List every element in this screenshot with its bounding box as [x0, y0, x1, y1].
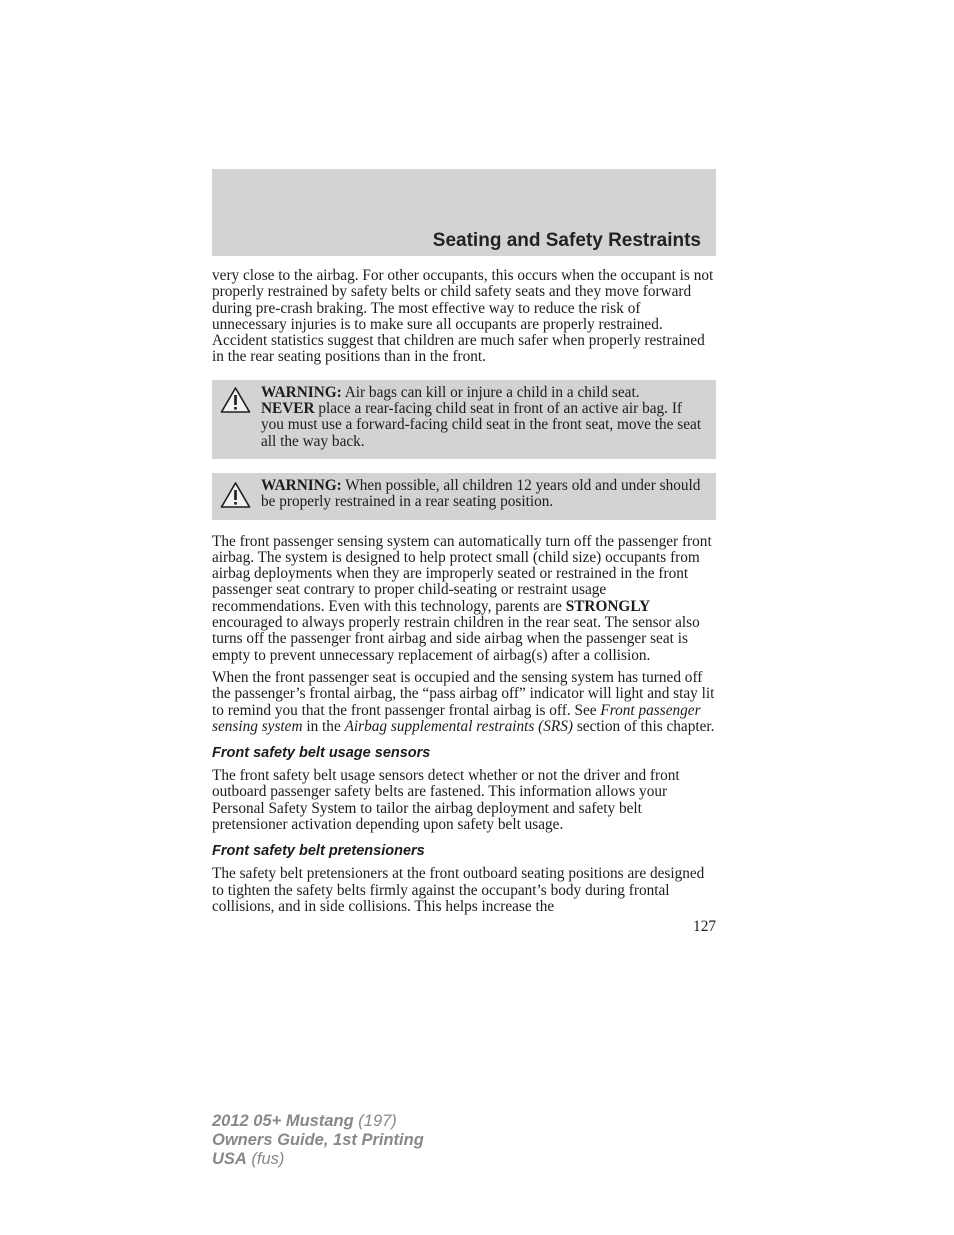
document-footer — [212, 1112, 424, 1169]
footer-line-2 — [212, 1131, 424, 1150]
section-title: Seating and Safety Restraints — [432, 230, 701, 251]
never-emphasis: NEVER — [261, 400, 315, 418]
warning-label: WARNING: — [261, 383, 342, 401]
warning-box-2 — [212, 473, 716, 520]
footer-guide: Owners Guide, 1st Printing — [212, 1131, 424, 1149]
strongly-emphasis: STRONGLY — [565, 597, 651, 615]
p3-text-mid: in the — [302, 717, 345, 735]
footer-model-code: (197) — [353, 1112, 397, 1130]
warning-label: WARNING: — [261, 476, 342, 494]
page-content — [212, 268, 716, 936]
subheading-pretensioners: Front safety belt pretensioners — [212, 843, 425, 860]
warning-1-line — [218, 385, 708, 401]
footer-model: 2012 05+ Mustang — [212, 1112, 354, 1130]
footer-line-1 — [212, 1112, 424, 1131]
body-paragraph-1: very close to the airbag. For other occupants, this occurs when the occupant is not properly restrained by safety belts or child safety seats and they move forward during pre-crash braking. The most effective way to reduce the risk of unnecessary injuries is to make sure all occupants are properly restrained. Accident statistics suggest that children are much safer when properly restrained in the rear seating positions than in the front. — [212, 267, 714, 366]
warning-triangle-icon — [220, 481, 251, 509]
warning-1-never-line — [218, 401, 708, 450]
body-paragraph-3 — [212, 670, 716, 735]
p2-text-a: The front passenger sensing system can automatically turn off the passenger front airbag. The system is designed to help protect small (child size) occupants from airbag deployments when they are improperly seated or restrained in the front passenger seat contrary to proper child-seating or restraint usage recommendations. Even with this technology, parents are — [212, 532, 712, 615]
warning-2-text: When possible, all children 12 years old and under should be properly restrained in a rear seating position. — [261, 476, 701, 511]
cross-reference-1: Front passenger sensing system — [212, 701, 701, 735]
body-paragraph-5: The safety belt pretensioners at the front outboard seating positions are designed to tighten the safety belts firmly against the occupant’s body during frontal collisions, and in side collisions. This helps increase the — [212, 865, 705, 915]
footer-region-code: (fus) — [246, 1150, 285, 1168]
cross-reference-2: Airbag supplemental restraints (SRS) — [344, 717, 574, 735]
footer-region: USA — [212, 1150, 247, 1168]
p2-text-b: encouraged to always properly restrain children in the rear seat. The sensor also turns off the passenger front airbag and side airbag when the passenger seat is empty to prevent unnecessary replacement of airbag(s) after a collision. — [212, 614, 700, 664]
subheading-usage-sensors: Front safety belt usage sensors — [212, 745, 431, 762]
section-header-band — [212, 169, 716, 256]
body-paragraph-2 — [212, 534, 716, 664]
p3-text-a: When the front passenger seat is occupied and the sensing system has turned off the passenger’s frontal airbag, the “pass airbag off” indicator will light and stay lit to remind you that the front passenger frontal airbag is off. See — [212, 668, 715, 719]
p3-text-b: section of this chapter. — [573, 717, 715, 735]
warning-triangle-icon — [220, 386, 251, 414]
warning-1-text-b: place a rear-facing child seat in front of an active air bag. If you must use a forward-facing child seat in the front seat, move the seat all the way back. — [261, 400, 702, 450]
warning-box-1 — [212, 380, 716, 459]
page-number: 127 — [693, 918, 716, 936]
warning-1-text-a: Air bags can kill or injure a child in a child seat. — [341, 383, 640, 401]
body-paragraph-4: The front safety belt usage sensors detect whether or not the driver and front outboard passenger safety belts are fastened. This information allows your Personal Safety System to tailor the airbag deployment and safety belt pretensioner activation depending upon safety belt usage. — [212, 767, 680, 834]
footer-line-3 — [212, 1150, 424, 1169]
